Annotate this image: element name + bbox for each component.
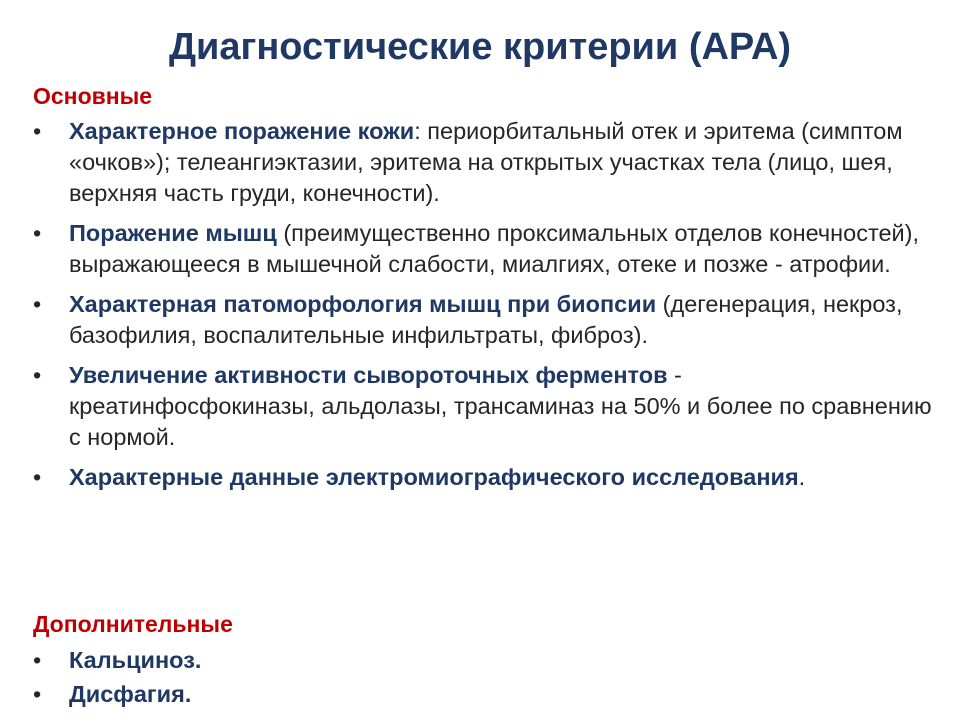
- criterion-term: Характерная патоморфология мышц при биопсии: [69, 291, 657, 317]
- criterion-term: Характерные данные электромиографического исследования: [69, 464, 799, 490]
- criterion-item: [33, 360, 933, 453]
- criterion-term: Характерное поражение кожи: [69, 118, 415, 144]
- bullet-icon: •: [33, 647, 42, 673]
- section-heading-main: Основные: [33, 83, 153, 109]
- criterion-description: : периорбитальный отек и эритема (симптом «очков»); телеангиэктазии, эритема на открытых участках тела (лицо, шея, верхняя часть груди, конечности).: [69, 118, 903, 206]
- bullet-icon: •: [33, 118, 42, 144]
- main-criteria-list: [33, 116, 933, 502]
- bullet-icon: •: [33, 681, 42, 707]
- extra-criteria-list: [33, 645, 933, 713]
- criterion-item: [33, 679, 933, 710]
- criterion-description: (преимущественно проксимальных отделов конечностей), выражающееся в мышечной слабости, миалгиях, отеке и позже - атрофии.: [69, 220, 920, 277]
- criterion-item: [33, 645, 933, 676]
- slide-title: Диагностические критерии (АРА): [168, 26, 792, 68]
- bullet-icon: •: [33, 291, 42, 317]
- bullet-icon: •: [33, 464, 42, 490]
- criterion-description: .: [798, 464, 806, 490]
- criterion-item: [33, 116, 933, 209]
- criterion-term: Дисфагия.: [69, 681, 192, 707]
- criterion-description: - креатинфосфокиназы, альдолазы, трансаминаз на 50% и более по сравнению с нормой.: [69, 362, 932, 450]
- bullet-icon: •: [33, 220, 42, 246]
- criterion-item: [33, 218, 933, 280]
- criterion-description: (дегенерация, некроз, базофилия, воспалительные инфильтраты, фиброз).: [69, 291, 903, 348]
- criterion-item: [33, 289, 933, 351]
- criterion-term: Кальциноз.: [69, 647, 202, 673]
- bullet-icon: •: [33, 362, 42, 388]
- criterion-term: Поражение мышц: [69, 220, 277, 246]
- criterion-term: Увеличение активности сывороточных ферментов: [69, 362, 668, 388]
- section-heading-extra: Дополнительные: [33, 611, 233, 637]
- criterion-item: [33, 462, 933, 493]
